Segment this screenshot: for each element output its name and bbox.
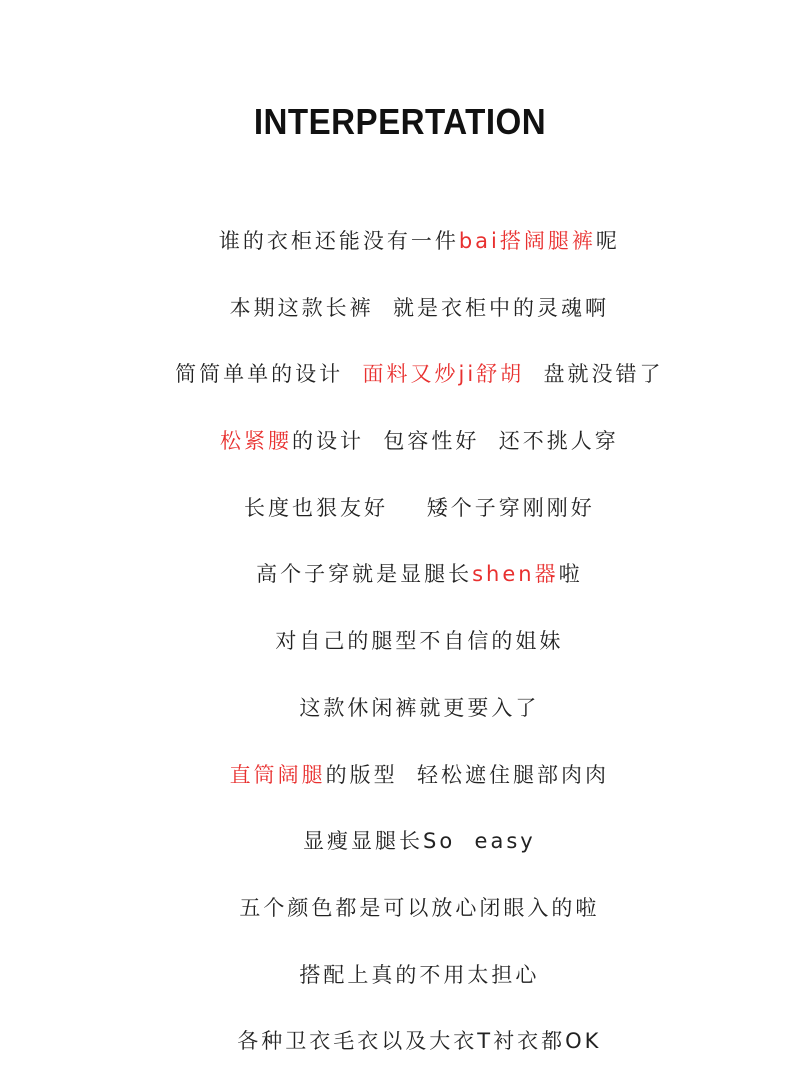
text-segment: 的设计 包容性好 还不挑人穿 xyxy=(292,429,619,454)
highlight-segment: 松紧腰 xyxy=(220,429,292,454)
highlight-segment: bai搭阔腿裤 xyxy=(458,229,596,253)
text-segment: 搭配上真的不用太担心 xyxy=(299,962,540,987)
text-lines xyxy=(0,190,800,1057)
highlight-segment: 直筒阔腿 xyxy=(229,762,326,787)
highlight-segment: 面料又炒ji舒胡 xyxy=(362,362,525,387)
text-segment: 长度也狠友好 矮个子穿刚刚好 xyxy=(244,495,595,520)
text-segment: 各种卫衣毛衣以及大衣T衬衣都OK xyxy=(237,1029,602,1054)
text-segment: 高个子穿就是显腿长 xyxy=(256,562,473,587)
text-segment: 这款休闲裤就更要入了 xyxy=(299,695,540,720)
text-segment: 显瘦显腿长So easy xyxy=(303,829,536,854)
highlight-segment: shen器 xyxy=(472,562,559,587)
text-line xyxy=(0,190,800,257)
text-segment: 啦 xyxy=(558,562,583,587)
text-segment: 简简单单的设计 xyxy=(175,362,363,387)
text-segment: 对自己的腿型不自信的姐妹 xyxy=(275,629,564,654)
text-segment: 谁的衣柜还能没有一件 xyxy=(218,229,459,253)
text-segment: 呢 xyxy=(595,229,620,253)
text-segment: 本期这款长裤 就是衣柜中的灵魂啊 xyxy=(229,295,610,320)
text-segment: 盘就没错了 xyxy=(524,362,664,387)
text-segment: 五个颜色都是可以放心闭眼入的啦 xyxy=(239,895,600,920)
text-segment: 的版型 轻松遮住腿部肉肉 xyxy=(325,762,610,787)
page-title: INTERPERTATION xyxy=(253,101,547,142)
